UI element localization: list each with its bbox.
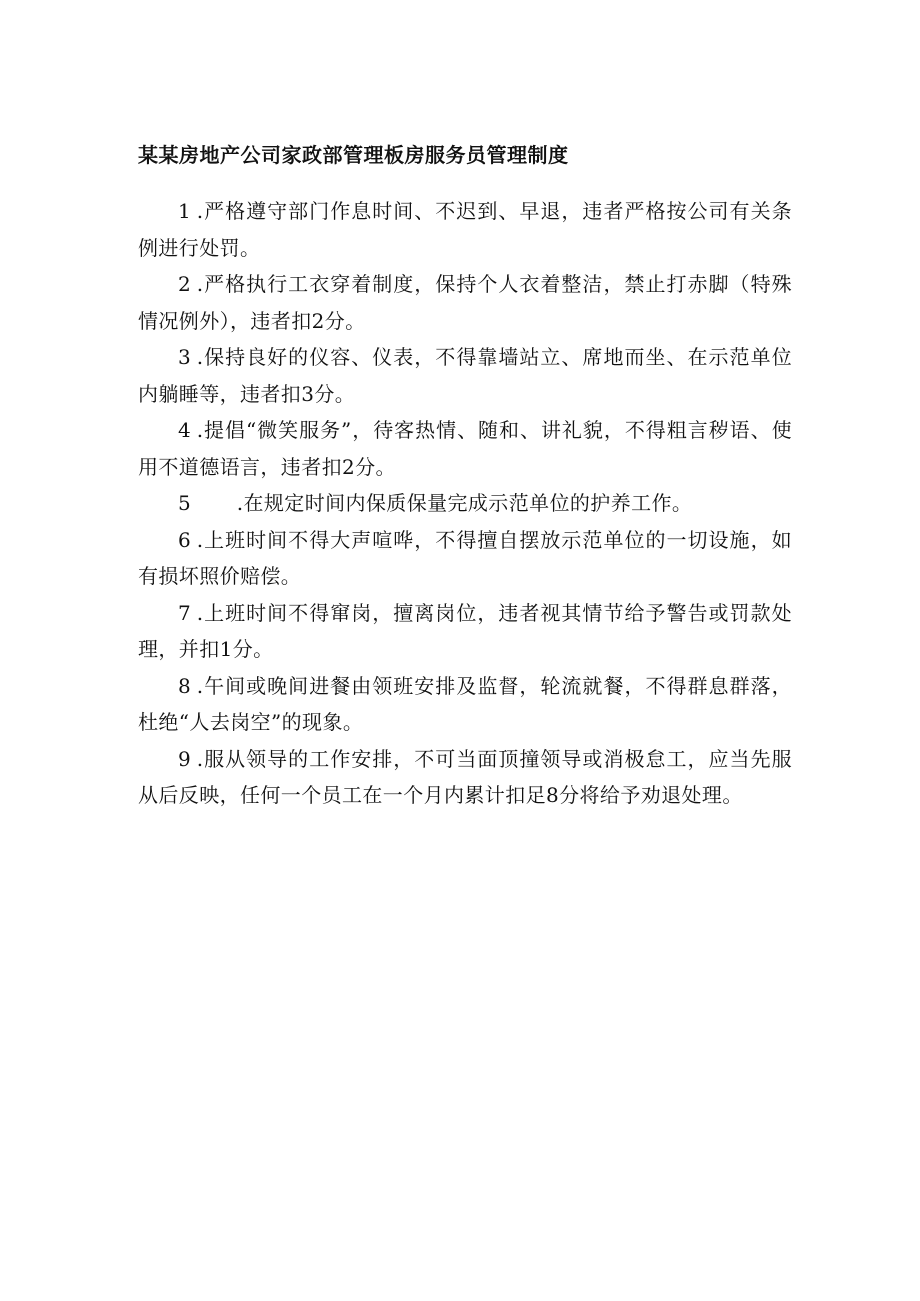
rule-text: .提倡“微笑服务”，待客热情、随和、讲礼貌，不得粗言秽语、使用不道德语言，违者扣2分。	[138, 418, 792, 479]
rule-number: 5	[178, 491, 197, 515]
rule-item-8	[138, 668, 792, 741]
rule-item-3	[138, 339, 792, 412]
rule-item-7	[138, 595, 792, 668]
rule-number: 3	[178, 345, 197, 369]
rule-number: 4	[178, 418, 197, 442]
document-title: 某某房地产公司家政部管理板房服务员管理制度	[138, 143, 569, 167]
rule-number: 9	[178, 746, 197, 771]
rule-item-5	[138, 485, 792, 522]
rule-number: 8	[178, 673, 197, 698]
rule-text: .在规定时间内保质保量完成示范单位的护养工作。	[236, 491, 693, 515]
rule-text: .严格遵守部门作息时间、不迟到、早退，违者严格按公司有关条例进行处罚。	[138, 199, 792, 260]
rule-item-1	[138, 193, 792, 266]
rule-text: .上班时间不得窜岗，擅离岗位，违者视其情节给予警告或罚款处理，并扣1分。	[138, 600, 792, 661]
rule-item-6	[138, 522, 792, 595]
rule-number: 6	[178, 527, 197, 552]
rule-text: .保持良好的仪容、仪表，不得靠墙站立、席地而坐、在示范单位内躺睡等，违者扣3分。	[138, 345, 792, 406]
rule-text: .午间或晚间进餐由领班安排及监督，轮流就餐，不得群息群落，杜绝“人去岗空”的现象。	[138, 673, 792, 734]
rule-number: 2	[178, 272, 197, 296]
rule-text: .上班时间不得大声喧哗，不得擅自摆放示范单位的一切设施，如有损坏照价赔偿。	[138, 527, 792, 588]
rule-number: 1	[178, 199, 197, 223]
rule-item-2	[138, 266, 792, 339]
rule-text: .服从领导的工作安排，不可当面顶撞领导或消极怠工，应当先服从后反映，任何一个员工在一个月内累计扣足8分将给予劝退处理。	[138, 746, 792, 807]
rule-text: .严格执行工衣穿着制度，保持个人衣着整洁，禁止打赤脚（特殊情况例外），违者扣2分。	[138, 272, 792, 333]
rule-item-4	[138, 412, 792, 485]
rule-item-9	[138, 741, 792, 814]
rules-list	[138, 193, 792, 814]
rule-number: 7	[178, 600, 197, 625]
